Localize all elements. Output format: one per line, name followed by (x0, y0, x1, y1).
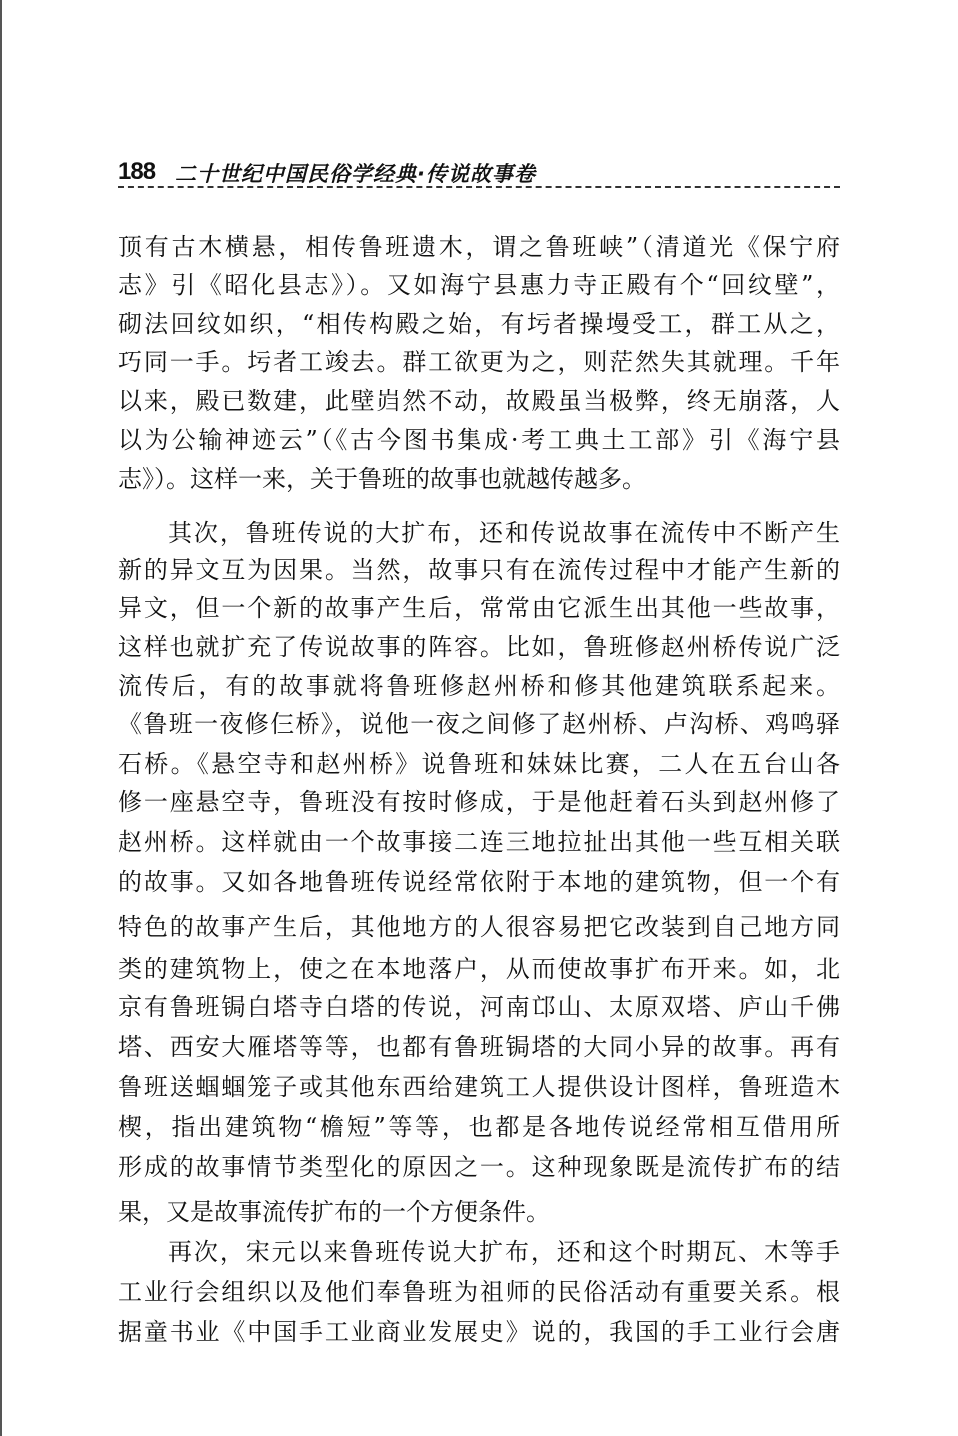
page-number: 188 (118, 158, 156, 185)
text-line: 塔、西安大雁塔等等，也都有鲁班锔塔的大同小异的故事。再有 (118, 1033, 840, 1061)
text-line: 形成的故事情节类型化的原因之一。这种现象既是流传扩布的结 (118, 1153, 840, 1181)
text-line: 砌法回纹如织，“相传构殿之始，有圬者操墁受工，群工从之， (118, 310, 840, 338)
running-header-title: 二十世纪中国民俗学经典·传说故事卷 (175, 162, 536, 186)
text-line: 其次，鲁班传说的大扩布，还和传说故事在流传中不断产生 (168, 519, 840, 547)
text-line: 以为公输神迹云”（《古今图书集成·考工典土工部》引《海宁县 (118, 426, 840, 454)
text-line: 以来，殿已数建，此壁岿然不动，故殿虽当极弊，终无崩落，人 (118, 387, 840, 415)
text-line: 巧同一手。圬者工竣去。群工欲更为之，则茫然失其就理。千年 (118, 348, 840, 376)
text-line: 新的异文互为因果。当然，故事只有在流传过程中才能产生新的 (118, 556, 840, 584)
text-line: 鲁班送蝈蝈笼子或其他东西给建筑工人提供设计图样，鲁班造木 (118, 1073, 840, 1101)
text-line: 修一座悬空寺，鲁班没有按时修成，于是他赶着石头到赵州修了 (118, 788, 840, 816)
text-line: 再次，宋元以来鲁班传说大扩布，还和这个时期瓦、木等手 (168, 1238, 840, 1266)
header-rule (118, 186, 840, 188)
text-line: 据童书业《中国手工业商业发展史》说的，我国的手工业行会唐 (118, 1318, 840, 1346)
text-line: 这样也就扩充了传说故事的阵容。比如，鲁班修赵州桥传说广泛 (118, 633, 840, 661)
page-edge (0, 0, 2, 1436)
text-line: 类的建筑物上，使之在本地落户，从而使故事扩布开来。如，北 (118, 955, 840, 983)
text-line: 的故事。又如各地鲁班传说经常依附于本地的建筑物，但一个有 (118, 868, 840, 896)
text-line: 志》引《昭化县志》）。又如海宁县惠力寺正殿有个“回纹壁”， (118, 271, 840, 299)
text-line: 赵州桥。这样就由一个故事接二连三地拉扯出其他一些互相关联 (118, 828, 840, 856)
text-line: 顶有古木横悬，相传鲁班遗木，谓之鲁班峡”（清道光《保宁府 (118, 233, 840, 261)
text-line: 京有鲁班锔白塔寺白塔的传说，河南邙山、太原双塔、庐山千佛 (118, 993, 840, 1021)
text-line: 《鲁班一夜修仨桥》，说他一夜之间修了赵州桥、卢沟桥、鸡鸣驿 (118, 710, 840, 738)
text-line: 楔，指出建筑物“檐短”等等，也都是各地传说经常相互借用所 (118, 1113, 840, 1141)
text-line: 果，又是故事流传扩布的一个方便条件。 (118, 1198, 550, 1226)
text-line: 工业行会组织以及他们奉鲁班为祖师的民俗活动有重要关系。根 (118, 1278, 840, 1306)
text-line: 志》）。这样一来，关于鲁班的故事也就越传越多。 (118, 465, 646, 493)
text-line: 流传后，有的故事就将鲁班修赵州桥和修其他建筑联系起来。 (118, 672, 840, 700)
text-line: 异文，但一个新的故事产生后，常常由它派生出其他一些故事， (118, 594, 840, 622)
text-line: 石桥。《悬空寺和赵州桥》说鲁班和妹妹比赛，二人在五台山各 (118, 750, 840, 778)
text-line: 特色的故事产生后，其他地方的人很容易把它改装到自己地方同 (118, 913, 840, 941)
